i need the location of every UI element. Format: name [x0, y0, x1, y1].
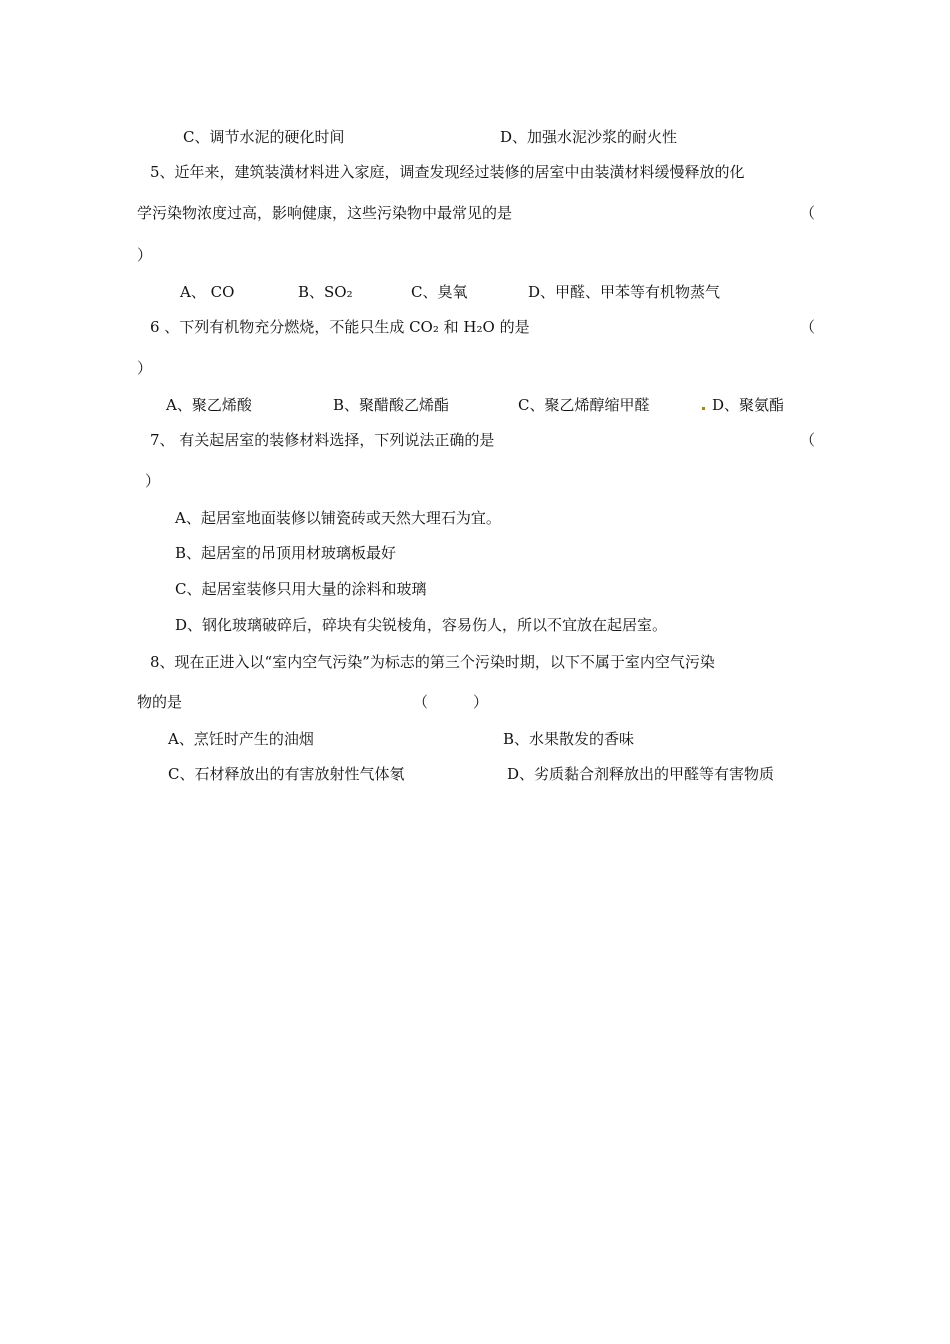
- q6-answer-paren-close: ）: [137, 359, 153, 377]
- q6-answer-paren-open: （: [800, 318, 816, 336]
- q7-answer-paren-open: （: [800, 431, 816, 449]
- q6-option-d: D、聚氨酯: [712, 396, 785, 414]
- q8-option-c: C、石材释放出的有害放射性气体氡: [168, 765, 405, 783]
- q8-option-a: A、烹饪时产生的油烟: [168, 730, 314, 748]
- q7-option-c: C、起居室装修只用大量的涂料和玻璃: [175, 580, 427, 598]
- q5-option-d: D、甲醛、甲苯等有机物蒸气: [528, 283, 721, 301]
- q8-stem-line-1: 8、现在正进入以“室内空气污染”为标志的第三个污染时期，以下不属于室内空气污染: [150, 653, 715, 671]
- q7-answer-paren-close: ）: [145, 472, 161, 490]
- q8-answer-parens: （ ）: [413, 693, 489, 711]
- q8-stem-line-2: 物的是: [137, 693, 183, 711]
- q6-option-b: B、聚醋酸乙烯酯: [333, 396, 450, 414]
- q5-stem-line-1: 5、近年来，建筑装潢材料进入家庭，调查发现经过装修的居室中由装潢材料缓慢释放的化: [150, 163, 745, 181]
- q7-option-a: A、起居室地面装修以铺瓷砖或天然大理石为宜。: [175, 509, 501, 527]
- q5-option-a: A、 CO: [180, 283, 235, 301]
- q8-option-b: B、水果散发的香味: [503, 730, 635, 748]
- q5-answer-paren-close: ）: [137, 246, 153, 264]
- q4-option-d: D、加强水泥沙浆的耐火性: [500, 128, 678, 146]
- q5-stem-line-2: 学污染物浓度过高，影响健康，这些污染物中最常见的是: [137, 204, 513, 222]
- q5-option-c: C、臭氧: [411, 283, 468, 301]
- q5-option-b: B、SO₂: [298, 283, 353, 301]
- q6-stem-line-1: 6 、下列有机物充分燃烧，不能只生成 CO₂ 和 H₂O 的是: [150, 318, 530, 336]
- q7-option-d: D、钢化玻璃破碎后，碎块有尖锐棱角，容易伤人，所以不宜放在起居室。: [175, 616, 668, 634]
- q7-stem-line-1: 7、 有关起居室的装修材料选择，下列说法正确的是: [150, 431, 495, 449]
- q7-option-b: B、起居室的吊顶用材玻璃板最好: [175, 544, 397, 562]
- q5-answer-paren-open: （: [800, 204, 816, 222]
- q4-option-c: C、调节水泥的硬化时间: [183, 128, 345, 146]
- q6-option-c: C、聚乙烯醇缩甲醛: [518, 396, 650, 414]
- stray-dot-mark: [702, 407, 705, 410]
- q6-option-a: A、聚乙烯酸: [166, 396, 252, 414]
- q8-option-d: D、劣质黏合剂释放出的甲醛等有害物质: [507, 765, 775, 783]
